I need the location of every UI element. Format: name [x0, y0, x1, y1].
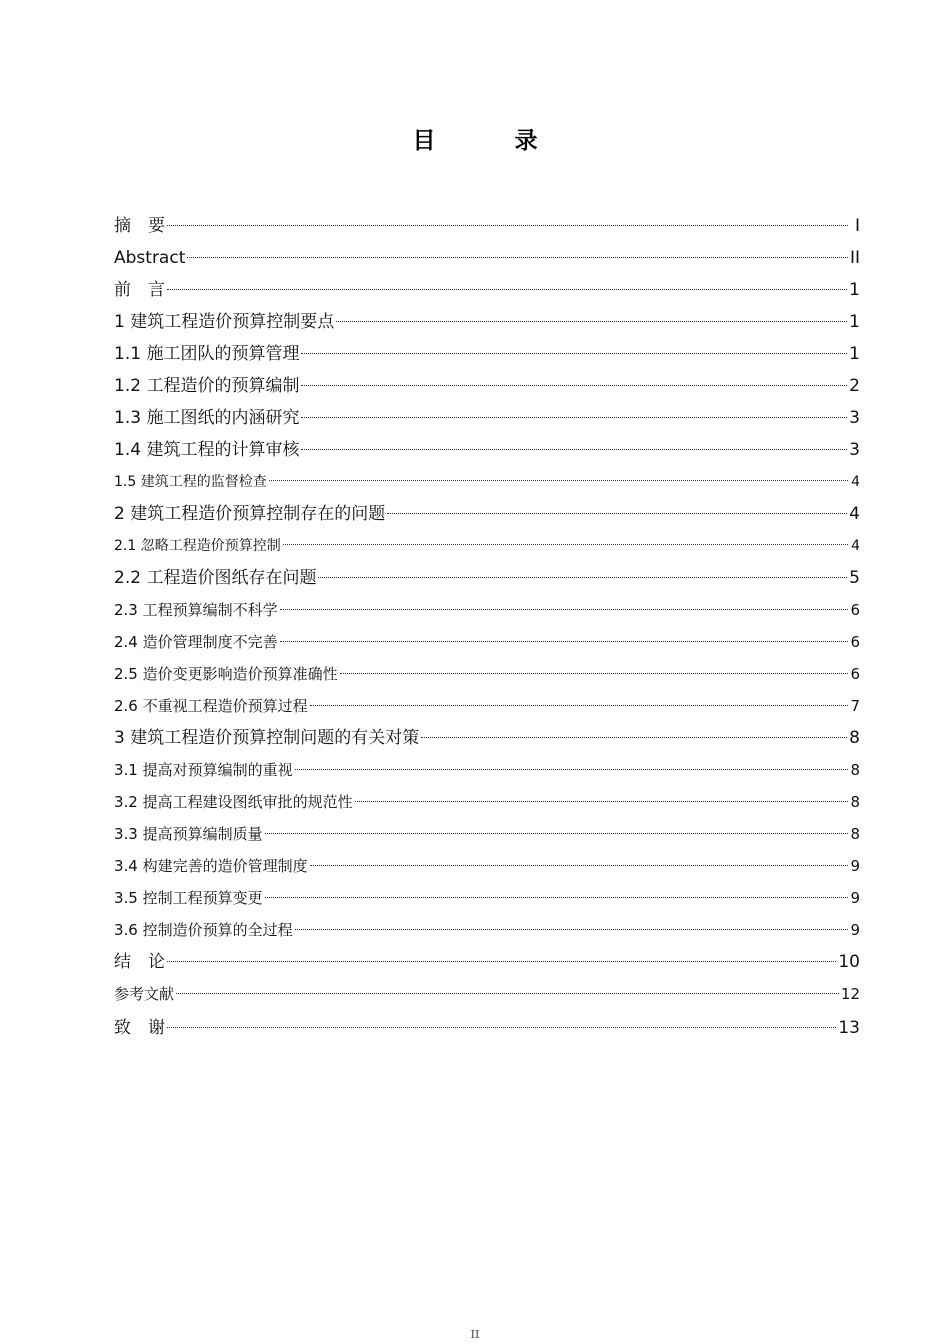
- dot-leader: [336, 321, 847, 322]
- dot-leader: [295, 929, 848, 930]
- toc-entry-section-2-6[interactable]: [114, 690, 860, 722]
- dot-leader: [355, 801, 848, 802]
- toc-entry-label: 2.5 造价变更影响造价预算准确性: [114, 665, 338, 683]
- toc-entry-label: 2.6 不重视工程造价预算过程: [114, 697, 308, 715]
- toc-entry-label: 1.5 建筑工程的监督检查: [114, 474, 267, 490]
- toc-entry-label: 1.2 工程造价的预算编制: [114, 376, 300, 396]
- dot-leader: [301, 385, 847, 386]
- toc-entry-abstract-en[interactable]: [114, 242, 860, 274]
- dot-leader: [387, 513, 847, 514]
- dot-leader: [167, 225, 848, 226]
- toc-entry-page: 4: [849, 504, 860, 524]
- toc-entry-label: 参考文献: [114, 985, 175, 1003]
- dot-leader: [176, 993, 839, 994]
- toc-entry-label: 1 建筑工程造价预算控制要点: [114, 312, 335, 332]
- toc-entry-section-3-2[interactable]: [114, 786, 860, 818]
- toc-entry-section-3-3[interactable]: [114, 818, 860, 850]
- toc-entry-page: 3: [849, 408, 860, 428]
- toc-entry-label: 结 论: [114, 952, 165, 972]
- dot-leader: [421, 737, 847, 738]
- toc-entry-page: 8: [849, 728, 860, 748]
- dot-leader: [167, 289, 847, 290]
- dot-leader: [301, 353, 847, 354]
- toc-entry-label: 2 建筑工程造价预算控制存在的问题: [114, 504, 386, 524]
- toc-entry-section-2-2[interactable]: [114, 562, 860, 594]
- toc-entry-acknowledgements[interactable]: [114, 1010, 860, 1046]
- toc-entry-conclusion[interactable]: [114, 946, 860, 978]
- toc-entry-section-1-3[interactable]: [114, 402, 860, 434]
- toc-entry-page: 10: [838, 952, 860, 972]
- dot-leader: [340, 673, 848, 674]
- toc-entry-label: 2.4 造价管理制度不完善: [114, 633, 278, 651]
- toc-entry-section-2-4[interactable]: [114, 626, 860, 658]
- toc-entry-page: I: [854, 216, 860, 236]
- toc-entry-section-2-5[interactable]: [114, 658, 860, 690]
- toc-entry-page: 2: [849, 376, 860, 396]
- dot-leader: [280, 609, 848, 610]
- toc-entry-page: 9: [850, 857, 860, 875]
- toc-entry-preface[interactable]: [114, 274, 860, 306]
- dot-leader: [310, 705, 848, 706]
- toc-entry-section-1-1[interactable]: [114, 338, 860, 370]
- dot-leader: [283, 544, 848, 545]
- toc-entry-chapter-3[interactable]: [114, 722, 860, 754]
- toc-entry-label: 前 言: [114, 280, 165, 300]
- toc-entry-section-2-3[interactable]: [114, 594, 860, 626]
- toc-entry-abstract-cn[interactable]: [114, 210, 860, 242]
- page-number: II: [470, 1328, 480, 1341]
- toc-entry-label: 3.1 提高对预算编制的重视: [114, 761, 293, 779]
- dot-leader: [269, 480, 848, 481]
- toc-entry-chapter-2[interactable]: [114, 498, 860, 530]
- dot-leader: [167, 1027, 836, 1028]
- toc-entry-section-1-2[interactable]: [114, 370, 860, 402]
- toc-entry-page: 8: [850, 761, 860, 779]
- toc-entry-label: 致 谢: [114, 1018, 165, 1038]
- dot-leader: [187, 257, 848, 258]
- toc-entry-label: Abstract: [114, 248, 186, 268]
- toc-entry-section-2-1[interactable]: [114, 530, 860, 562]
- toc-entry-section-3-4[interactable]: [114, 850, 860, 882]
- dot-leader: [265, 833, 848, 834]
- toc-entry-page: 1: [849, 280, 860, 300]
- toc-entry-page: 13: [838, 1018, 860, 1038]
- dot-leader: [167, 961, 836, 962]
- toc-entry-label: 3.4 构建完善的造价管理制度: [114, 857, 308, 875]
- toc-entry-section-3-1[interactable]: [114, 754, 860, 786]
- toc-entry-page: 8: [850, 793, 860, 811]
- toc-entry-page: 6: [850, 601, 860, 619]
- toc-entry-page: 8: [850, 825, 860, 843]
- toc-entry-label: 1.3 施工图纸的内涵研究: [114, 408, 300, 428]
- toc-entry-label: 3.3 提高预算编制质量: [114, 825, 263, 843]
- toc-entry-references[interactable]: [114, 978, 860, 1010]
- toc-entry-label: 3 建筑工程造价预算控制问题的有关对策: [114, 728, 420, 748]
- toc-entry-label: 2.1 忽略工程造价预算控制: [114, 538, 281, 554]
- toc-entry-page: 1: [849, 344, 860, 364]
- toc-entry-label: 3.5 控制工程预算变更: [114, 889, 263, 907]
- toc-entry-page: 4: [851, 474, 860, 490]
- toc-entry-label: 3.6 控制造价预算的全过程: [114, 921, 293, 939]
- toc-entry-label: 摘 要: [114, 216, 165, 236]
- toc-entry-page: II: [849, 248, 860, 268]
- dot-leader: [318, 577, 847, 578]
- toc-entry-page: 4: [851, 538, 860, 554]
- toc-entry-page: 9: [850, 889, 860, 907]
- toc-entry-page: 6: [850, 665, 860, 683]
- toc-entry-page: 12: [840, 985, 860, 1003]
- toc-entry-label: 2.3 工程预算编制不科学: [114, 601, 278, 619]
- toc-entry-page: 1: [849, 312, 860, 332]
- toc-entry-page: 6: [850, 633, 860, 651]
- toc-entry-section-3-6[interactable]: [114, 914, 860, 946]
- toc-entry-chapter-1[interactable]: [114, 306, 860, 338]
- toc-entry-page: 3: [849, 440, 860, 460]
- dot-leader: [295, 769, 848, 770]
- toc-entry-section-1-4[interactable]: [114, 434, 860, 466]
- dot-leader: [301, 417, 847, 418]
- toc-entry-page: 9: [850, 921, 860, 939]
- toc-entry-label: 3.2 提高工程建设图纸审批的规范性: [114, 793, 353, 811]
- dot-leader: [310, 865, 848, 866]
- table-of-contents: [114, 210, 860, 1046]
- toc-entry-page: 5: [849, 568, 860, 588]
- toc-entry-section-1-5[interactable]: [114, 466, 860, 498]
- dot-leader: [265, 897, 848, 898]
- toc-entry-section-3-5[interactable]: [114, 882, 860, 914]
- toc-entry-label: 1.1 施工团队的预算管理: [114, 344, 300, 364]
- dot-leader: [280, 641, 848, 642]
- toc-entry-label: 2.2 工程造价图纸存在问题: [114, 568, 317, 588]
- toc-title: 目 录: [412, 128, 566, 154]
- toc-entry-label: 1.4 建筑工程的计算审核: [114, 440, 300, 460]
- toc-entry-page: 7: [850, 697, 860, 715]
- dot-leader: [301, 449, 847, 450]
